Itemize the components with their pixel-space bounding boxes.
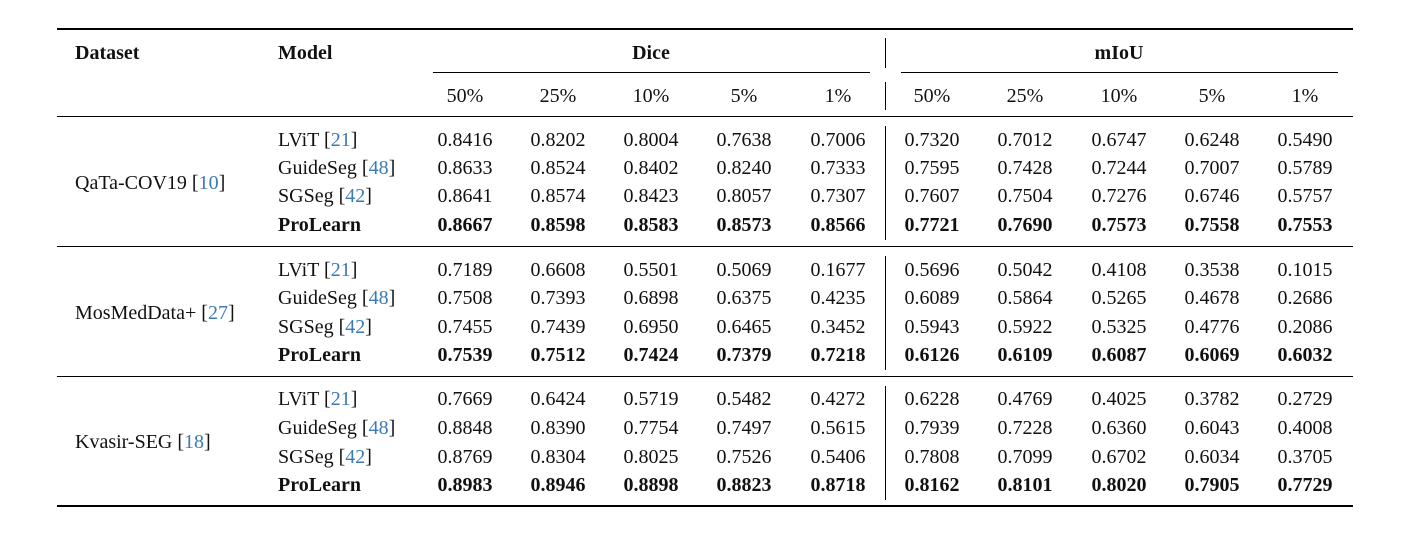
dice-cell: 0.8573 [716, 214, 772, 236]
dice-cmidrule [433, 72, 870, 73]
miou-cell: 0.4025 [1091, 388, 1147, 410]
dice-cell: 0.1677 [810, 259, 866, 281]
model-citation[interactable]: 21 [330, 129, 351, 151]
model-name: ProLearn [278, 474, 361, 496]
dice-cell: 0.5501 [623, 259, 679, 281]
model-name: GuideSeg [278, 417, 357, 439]
miou-cell: 0.4678 [1184, 287, 1240, 309]
model-name: ProLearn [278, 344, 361, 366]
dice-cell: 0.8240 [716, 157, 772, 179]
dice-cell: 0.7439 [530, 316, 586, 338]
miou-cell: 0.6069 [1184, 344, 1240, 366]
dataset-citation[interactable]: 10 [198, 171, 219, 194]
dice-cell: 0.5615 [810, 417, 866, 439]
dice-cell: 0.8823 [716, 474, 772, 496]
dice-cell: 0.5069 [716, 259, 772, 281]
model-label: GuideSeg [48] [278, 157, 396, 179]
dice-cell: 0.8566 [810, 214, 866, 236]
dice-cell: 0.5719 [623, 388, 679, 410]
model-name: ProLearn [278, 214, 361, 236]
miou-cell: 0.7228 [997, 417, 1053, 439]
miou-cell: 0.6034 [1184, 446, 1240, 468]
dice-cell: 0.7669 [437, 388, 493, 410]
header-dice-ratio: 25% [539, 85, 577, 107]
dice-cell: 0.7379 [716, 344, 772, 366]
miou-cell: 0.6126 [904, 344, 960, 366]
dice-cell: 0.8304 [530, 446, 586, 468]
dataset-citation[interactable]: 18 [184, 431, 205, 453]
dice-cell: 0.7333 [810, 157, 866, 179]
dice-cell: 0.6950 [623, 316, 679, 338]
miou-cell: 0.6248 [1184, 129, 1240, 151]
miou-cell: 0.3538 [1184, 259, 1240, 281]
miou-cell: 0.8020 [1091, 474, 1147, 496]
miou-cell: 0.6087 [1091, 344, 1147, 366]
miou-cell: 0.7573 [1091, 214, 1147, 236]
model-label [278, 473, 361, 497]
model-label: GuideSeg [48] [278, 417, 396, 439]
miou-cell: 0.6747 [1091, 129, 1147, 151]
miou-cell: 0.6360 [1091, 417, 1147, 439]
model-name: LViT [278, 129, 320, 151]
miou-cell: 0.7721 [904, 214, 960, 236]
dataset-name: MosMedData+ [75, 301, 197, 324]
dice-cell: 0.7497 [716, 417, 772, 439]
model-name: SGSeg [278, 185, 334, 207]
miou-cell: 0.4108 [1091, 259, 1147, 281]
header-model: Model [278, 42, 333, 64]
header-dice-ratio: 1% [824, 85, 852, 107]
model-name: LViT [278, 388, 320, 410]
dice-cell: 0.8004 [623, 129, 679, 151]
header-dice-ratio: 10% [632, 85, 670, 107]
dice-cell: 0.7526 [716, 446, 772, 468]
dice-cell: 0.8718 [810, 474, 866, 496]
dice-cell: 0.8390 [530, 417, 586, 439]
dice-cell: 0.6465 [716, 316, 772, 338]
model-citation[interactable]: 21 [330, 388, 351, 410]
header-miou-ratio: 10% [1100, 85, 1138, 107]
dice-cell: 0.7754 [623, 417, 679, 439]
model-label: SGSeg [42] [278, 316, 372, 338]
dataset-citation[interactable]: 27 [207, 301, 228, 324]
column-separator [885, 256, 886, 370]
model-name: SGSeg [278, 446, 334, 468]
miou-cell: 0.6702 [1091, 446, 1147, 468]
model-name: GuideSeg [278, 157, 357, 179]
header-rule [57, 116, 1353, 117]
top-rule [57, 28, 1353, 30]
dataset-label: QaTa-COV19 [10] [75, 171, 226, 194]
miou-cell: 0.5864 [997, 287, 1053, 309]
dice-cell: 0.6898 [623, 287, 679, 309]
miou-cell: 0.7320 [904, 129, 960, 151]
group-rule-1 [57, 246, 1353, 247]
dice-cell: 0.7539 [437, 344, 493, 366]
miou-cell: 0.8162 [904, 474, 960, 496]
dice-cell: 0.7189 [437, 259, 493, 281]
miou-cell: 0.3705 [1277, 446, 1333, 468]
miou-cell: 0.5757 [1277, 185, 1333, 207]
dice-cell: 0.3452 [810, 316, 866, 338]
model-citation[interactable]: 48 [368, 417, 389, 439]
miou-cell: 0.2686 [1277, 287, 1333, 309]
dice-cell: 0.7455 [437, 316, 493, 338]
miou-cell: 0.7595 [904, 157, 960, 179]
model-citation[interactable]: 48 [368, 157, 389, 179]
dice-cell: 0.7393 [530, 287, 586, 309]
dice-cell: 0.6424 [530, 388, 586, 410]
dice-cell: 0.7307 [810, 185, 866, 207]
miou-cell: 0.5943 [904, 316, 960, 338]
model-name: SGSeg [278, 316, 334, 338]
model-label [278, 343, 361, 367]
miou-cell: 0.7244 [1091, 157, 1147, 179]
header-miou-ratio: 50% [913, 85, 951, 107]
column-separator [885, 126, 886, 240]
miou-cell: 0.7690 [997, 214, 1053, 236]
miou-cell: 0.6089 [904, 287, 960, 309]
model-citation[interactable]: 42 [345, 446, 366, 468]
header-dice-ratio: 5% [730, 85, 758, 107]
miou-cell: 0.7939 [904, 417, 960, 439]
dice-cell: 0.4235 [810, 287, 866, 309]
dataset-name: Kvasir-SEG [75, 431, 173, 453]
header-dice-ratio: 50% [446, 85, 484, 107]
model-label: SGSeg [42] [278, 446, 372, 468]
miou-cell: 0.7007 [1184, 157, 1240, 179]
miou-cell: 0.7729 [1277, 474, 1333, 496]
miou-cell: 0.7905 [1184, 474, 1240, 496]
dice-cell: 0.8946 [530, 474, 586, 496]
miou-cell: 0.6032 [1277, 344, 1333, 366]
miou-cell: 0.4008 [1277, 417, 1333, 439]
header-miou-ratio: 1% [1291, 85, 1319, 107]
model-label: LViT [21] [278, 388, 358, 410]
dice-cell: 0.8598 [530, 214, 586, 236]
header-miou-ratio: 5% [1198, 85, 1226, 107]
model-citation[interactable]: 42 [345, 316, 366, 338]
dice-cell: 0.6375 [716, 287, 772, 309]
dice-cell: 0.7508 [437, 287, 493, 309]
dice-cell: 0.8057 [716, 185, 772, 207]
miou-cell: 0.5265 [1091, 287, 1147, 309]
column-separator [885, 386, 886, 500]
header-miou-ratio: 25% [1006, 85, 1044, 107]
miou-cell: 0.7276 [1091, 185, 1147, 207]
dice-cell: 0.7512 [530, 344, 586, 366]
miou-cell: 0.6228 [904, 388, 960, 410]
model-name: GuideSeg [278, 287, 357, 309]
miou-cell: 0.7808 [904, 446, 960, 468]
dice-cell: 0.8025 [623, 446, 679, 468]
header-dice: Dice [632, 42, 670, 64]
column-separator [885, 38, 886, 68]
dice-cell: 0.8641 [437, 185, 493, 207]
miou-cell: 0.7504 [997, 185, 1053, 207]
dice-cell: 0.8423 [623, 185, 679, 207]
model-citation[interactable]: 42 [345, 185, 366, 207]
dice-cell: 0.6608 [530, 259, 586, 281]
dice-cell: 0.7424 [623, 344, 679, 366]
dice-cell: 0.7006 [810, 129, 866, 151]
dice-cell: 0.8633 [437, 157, 493, 179]
miou-cell: 0.5490 [1277, 129, 1333, 151]
miou-cell: 0.3782 [1184, 388, 1240, 410]
dataset-name: QaTa-COV19 [75, 171, 187, 194]
miou-cell: 0.7428 [997, 157, 1053, 179]
model-label: SGSeg [42] [278, 185, 372, 207]
miou-cell: 0.7553 [1277, 214, 1333, 236]
header-dataset: Dataset [75, 42, 140, 64]
dice-cell: 0.8574 [530, 185, 586, 207]
dice-cell: 0.8898 [623, 474, 679, 496]
dice-cell: 0.5482 [716, 388, 772, 410]
miou-cmidrule [901, 72, 1338, 73]
dice-cell: 0.8202 [530, 129, 586, 151]
miou-cell: 0.6746 [1184, 185, 1240, 207]
miou-cell: 0.5922 [997, 316, 1053, 338]
miou-cell: 0.7012 [997, 129, 1053, 151]
miou-cell: 0.5696 [904, 259, 960, 281]
miou-cell: 0.7558 [1184, 214, 1240, 236]
column-separator [885, 82, 886, 110]
dice-cell: 0.8983 [437, 474, 493, 496]
miou-cell: 0.7099 [997, 446, 1053, 468]
model-citation[interactable]: 21 [330, 259, 351, 281]
miou-cell: 0.5042 [997, 259, 1053, 281]
dice-cell: 0.7638 [716, 129, 772, 151]
dice-cell: 0.8402 [623, 157, 679, 179]
group-rule-2 [57, 376, 1353, 377]
dataset-label: Kvasir-SEG [18] [75, 431, 211, 453]
dice-cell: 0.8848 [437, 417, 493, 439]
bottom-rule [57, 505, 1353, 507]
model-label: LViT [21] [278, 129, 358, 151]
miou-cell: 0.6043 [1184, 417, 1240, 439]
dice-cell: 0.8769 [437, 446, 493, 468]
miou-cell: 0.7607 [904, 185, 960, 207]
model-label: GuideSeg [48] [278, 287, 396, 309]
miou-cell: 0.8101 [997, 474, 1053, 496]
miou-cell: 0.2086 [1277, 316, 1333, 338]
miou-cell: 0.6109 [997, 344, 1053, 366]
model-name: LViT [278, 259, 320, 281]
miou-cell: 0.4776 [1184, 316, 1240, 338]
dice-cell: 0.7218 [810, 344, 866, 366]
dice-cell: 0.8667 [437, 214, 493, 236]
dice-cell: 0.8416 [437, 129, 493, 151]
miou-cell: 0.5789 [1277, 157, 1333, 179]
dataset-label: MosMedData+ [27] [75, 301, 235, 324]
miou-cell: 0.5325 [1091, 316, 1147, 338]
miou-cell: 0.2729 [1277, 388, 1333, 410]
dice-cell: 0.4272 [810, 388, 866, 410]
dice-cell: 0.5406 [810, 446, 866, 468]
model-label: LViT [21] [278, 259, 358, 281]
dice-cell: 0.8583 [623, 214, 679, 236]
model-citation[interactable]: 48 [368, 287, 389, 309]
miou-cell: 0.4769 [997, 388, 1053, 410]
model-label [278, 213, 361, 237]
miou-cell: 0.1015 [1277, 259, 1333, 281]
header-miou: mIoU [1094, 42, 1144, 64]
dice-cell: 0.8524 [530, 157, 586, 179]
